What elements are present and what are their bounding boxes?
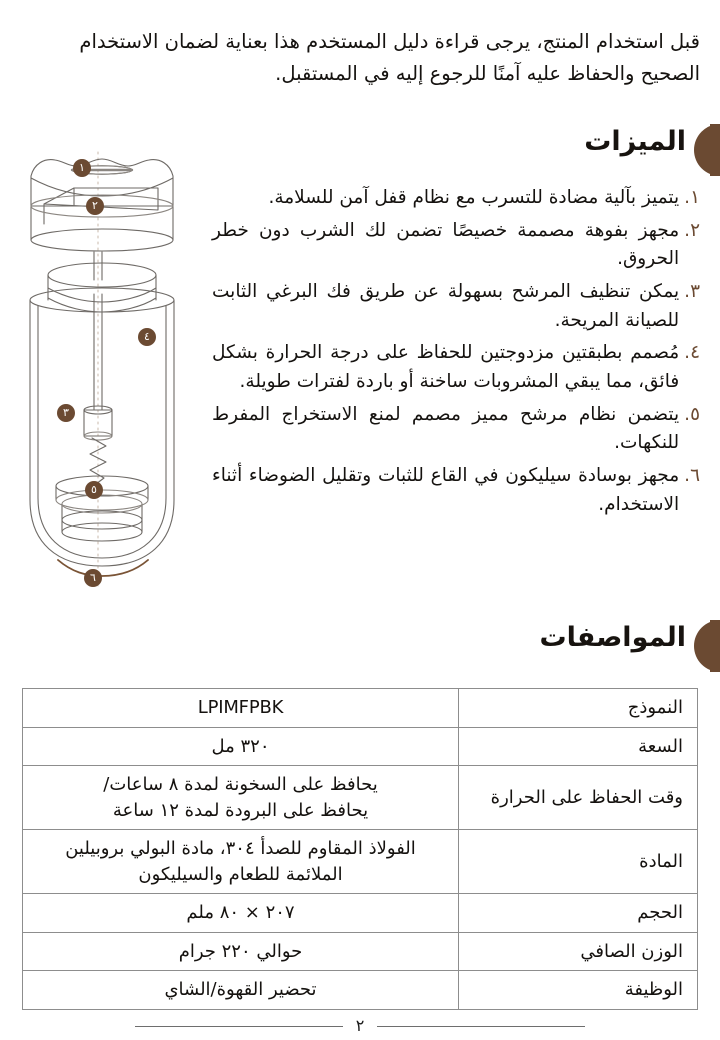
table-row [23, 689, 698, 728]
table-row [23, 766, 698, 830]
specifications-title: المواصفات [539, 622, 686, 653]
feature-text: مجهز بوسادة سيليكون في القاع للثبات وتقليل الضوضاء أثناء الاستخدام. [212, 465, 680, 515]
footer-rule-right [135, 1026, 343, 1027]
feature-number: ٢. [684, 219, 700, 241]
spec-key: الوزن الصافي [459, 932, 698, 971]
spec-key: وقت الحفاظ على الحرارة [459, 766, 698, 830]
features-list [212, 184, 700, 523]
spec-key: الوظيفة [459, 971, 698, 1010]
page-number: ٢ [355, 1016, 365, 1035]
table-row [23, 932, 698, 971]
feature-item [212, 184, 700, 213]
spec-key: الحجم [459, 894, 698, 933]
table-row [23, 971, 698, 1010]
feature-item [212, 339, 700, 396]
feature-text: يتضمن نظام مرشح مميز مصمم لمنع الاستخراج المفرط للنكهات. [212, 403, 680, 454]
spec-value: حوالي ٢٢٠ جرام [23, 932, 459, 971]
diagram-callout-marker: ٢ [86, 197, 104, 215]
feature-text: مجهز بفوهة مصممة خصيصًا تضمن لك الشرب دون خطر الحروق. [212, 219, 680, 270]
heading-accent-shape [694, 124, 720, 176]
feature-text: يتميز بآلية مضادة للتسرب مع نظام قفل آمن للسلامة. [268, 187, 680, 208]
intro-paragraph: قبل استخدام المنتج، يرجى قراءة دليل المستخدم هذا بعناية لضمان الاستخدام الصحيح والحفاظ عليه آمنًا للرجوع إليه في المستقبل. [79, 30, 700, 85]
diagram-callout-group [8, 148, 204, 608]
feature-number: ٣. [684, 281, 700, 303]
spec-value: ٢٠٧ × ٨٠ ملم [23, 894, 459, 933]
product-diagram [8, 148, 204, 608]
diagram-callout-marker: ١ [73, 159, 91, 177]
specifications-section-heading [0, 618, 720, 674]
heading-accent-shape [694, 620, 720, 672]
feature-item [212, 401, 700, 458]
spec-value: الفولاذ المقاوم للصدأ ٣٠٤، مادة البولي بروبيلين الملائمة للطعام والسيليكون [23, 830, 459, 894]
feature-number: ٤. [684, 342, 700, 364]
specifications-table [22, 688, 698, 1010]
feature-text: يمكن تنظيف المرشح بسهولة عن طريق فك البرغي الثابت للصيانة المريحة. [212, 281, 680, 331]
diagram-callout-marker: ٣ [57, 404, 75, 422]
table-row [23, 830, 698, 894]
specifications-table-body [23, 689, 698, 1010]
footer-rule-left [377, 1026, 585, 1027]
table-row [23, 894, 698, 933]
spec-value: LPIMFPBK [23, 689, 459, 728]
feature-item [212, 462, 700, 519]
feature-item [212, 278, 700, 335]
page-footer [0, 1014, 720, 1038]
spec-value: يحافظ على السخونة لمدة ٨ ساعات/ يحافظ على البرودة لمدة ١٢ ساعة [23, 766, 459, 830]
spec-key: المادة [459, 830, 698, 894]
features-title: الميزات [584, 126, 686, 157]
feature-text: مُصمم بطبقتين مزدوجتين للحفاظ على درجة الحرارة بشكل فائق، مما يبقي المشروبات ساخنة أو باردة لفترات طويلة. [212, 342, 680, 393]
feature-number: ١. [684, 187, 700, 208]
spec-key: السعة [459, 727, 698, 766]
spec-key: النموذج [459, 689, 698, 728]
feature-number: ٦. [684, 465, 700, 487]
table-row [23, 727, 698, 766]
diagram-callout-marker: ٦ [84, 569, 102, 587]
spec-value: ٣٢٠ مل [23, 727, 459, 766]
spec-value: تحضير القهوة/الشاي [23, 971, 459, 1010]
feature-item [212, 217, 700, 274]
feature-number: ٥. [684, 403, 700, 425]
diagram-callout-marker: ٤ [138, 328, 156, 346]
diagram-callout-marker: ٥ [85, 481, 103, 499]
